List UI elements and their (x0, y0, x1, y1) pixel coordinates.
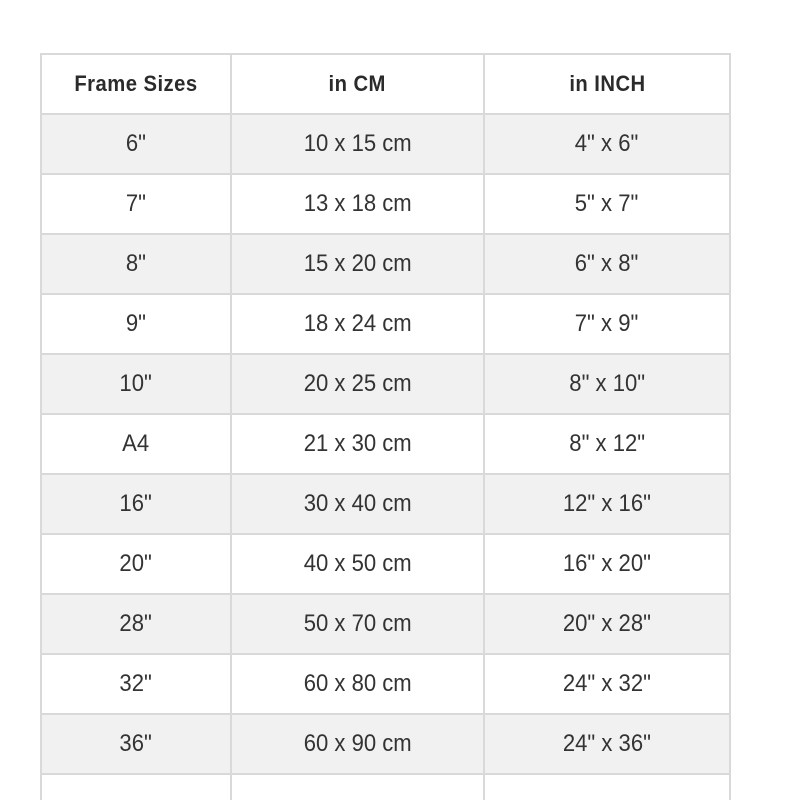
table-row (41, 294, 730, 354)
cm-cell: 15 x 20 cm (231, 234, 484, 294)
frame-size-table (40, 53, 731, 800)
inch-cell: 4" x 6" (484, 114, 730, 174)
frame-size-cell: 16" (41, 474, 231, 534)
table-row (41, 114, 730, 174)
table-row (41, 594, 730, 654)
inch-cell: 8" x 10" (484, 354, 730, 414)
table-row (41, 414, 730, 474)
inch-cell: 16" x 20" (484, 534, 730, 594)
empty-cell (484, 774, 730, 800)
inch-cell: 7" x 9" (484, 294, 730, 354)
frame-size-cell: A4 (41, 414, 231, 474)
cm-cell: 21 x 30 cm (231, 414, 484, 474)
cm-cell: 20 x 25 cm (231, 354, 484, 414)
frame-size-cell: 28" (41, 594, 231, 654)
table-row (41, 234, 730, 294)
table-row (41, 174, 730, 234)
frame-size-cell: 9" (41, 294, 231, 354)
inch-cell: 6" x 8" (484, 234, 730, 294)
cm-cell: 60 x 80 cm (231, 654, 484, 714)
table-row (41, 534, 730, 594)
header-in-cm: in CM (231, 54, 484, 114)
cm-cell: 13 x 18 cm (231, 174, 484, 234)
cm-cell: 40 x 50 cm (231, 534, 484, 594)
cm-cell: 18 x 24 cm (231, 294, 484, 354)
header-frame-sizes: Frame Sizes (41, 54, 231, 114)
inch-cell: 8" x 12" (484, 414, 730, 474)
frame-size-cell: 7" (41, 174, 231, 234)
cm-cell: 60 x 90 cm (231, 714, 484, 774)
inch-cell: 20" x 28" (484, 594, 730, 654)
table-row (41, 474, 730, 534)
inch-cell: 24" x 32" (484, 654, 730, 714)
frame-size-cell: 36" (41, 714, 231, 774)
frame-size-cell: 32" (41, 654, 231, 714)
cm-cell: 10 x 15 cm (231, 114, 484, 174)
empty-cell (231, 774, 484, 800)
frame-size-cell: 10" (41, 354, 231, 414)
frame-size-cell: 20" (41, 534, 231, 594)
table-row (41, 714, 730, 774)
table-header-row (41, 54, 730, 114)
inch-cell: 24" x 36" (484, 714, 730, 774)
inch-cell: 5" x 7" (484, 174, 730, 234)
frame-size-cell: 6" (41, 114, 231, 174)
header-in-inch: in INCH (484, 54, 730, 114)
cm-cell: 30 x 40 cm (231, 474, 484, 534)
empty-cell (41, 774, 231, 800)
table-row-cutoff (41, 774, 730, 800)
inch-cell: 12" x 16" (484, 474, 730, 534)
frame-size-cell: 8" (41, 234, 231, 294)
table-row (41, 654, 730, 714)
cm-cell: 50 x 70 cm (231, 594, 484, 654)
table-row (41, 354, 730, 414)
